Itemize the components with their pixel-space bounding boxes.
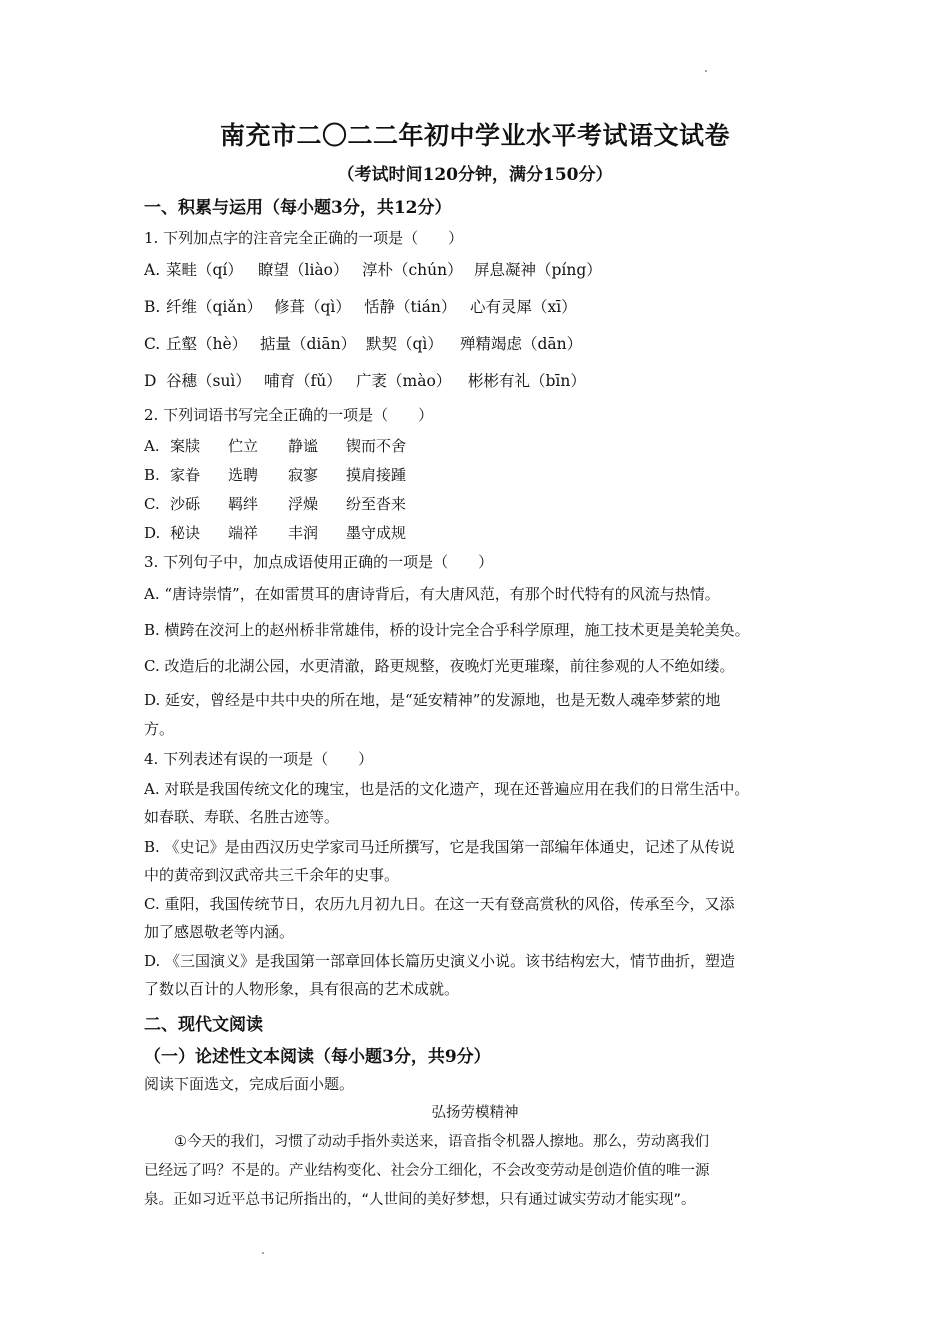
option-item: 寂寥 <box>288 466 319 484</box>
option-label: A. <box>144 261 161 279</box>
article-paragraph-line: 泉。正如习近平总书记所指出的，“人世间的美好梦想，只有通过诚实劳动才能实现”。 <box>144 1192 696 1208</box>
q4-option-b-line2: 中的黄帝到汉武帝共三千余年的史事。 <box>144 866 400 884</box>
q2-option-c <box>144 493 406 514</box>
section-heading-2: 二、现代文阅读 <box>144 1015 263 1035</box>
q3-option-a: A. “唐诗崇情”，在如雷贯耳的唐诗背后，有大唐风范，有那个时代特有的风流与热情。 <box>144 585 720 603</box>
exam-subtitle: （考试时间120分钟，满分150分） <box>337 165 613 185</box>
option-item: 掂量（diān） <box>260 335 357 353</box>
question-3-stem: 3. 下列句子中，加点成语使用正确的一项是（ ） <box>144 553 494 571</box>
q1-option-d <box>144 369 586 391</box>
option-item: 哺育（fǔ） <box>264 372 342 390</box>
option-item: 家眷 <box>170 466 201 484</box>
option-item: 纷至沓来 <box>346 495 407 513</box>
q2-option-d <box>144 522 406 543</box>
question-2-stem: 2. 下列词语书写完全正确的一项是（ ） <box>144 406 434 424</box>
option-item: 端祥 <box>228 524 259 542</box>
question-1-stem: 1. 下列加点字的注音完全正确的一项是（ ） <box>144 229 464 247</box>
option-item: 摸肩接踵 <box>346 466 407 484</box>
option-item: 伫立 <box>228 437 259 455</box>
option-item: 修葺（qì） <box>274 298 351 316</box>
article-paragraph-line: 已经远了吗？不是的。产业结构变化、社会分工细化，不会改变劳动是创造价值的唯一源 <box>144 1163 710 1179</box>
q4-option-a-line1: A. 对联是我国传统文化的瑰宝，也是活的文化遗产，现在还普遍应用在我们的日常生活中。 <box>144 780 750 798</box>
option-item: 心有灵犀（xī） <box>470 298 577 316</box>
option-item: 羁绊 <box>228 495 259 513</box>
q4-option-d-line2: 了数以百计的人物形象，具有很高的艺术成就。 <box>144 980 460 998</box>
q4-option-c-line2: 加了感恩敬老等内涵。 <box>144 923 295 941</box>
q1-option-a <box>144 258 602 280</box>
option-item: 彬彬有礼（bīn） <box>468 372 586 390</box>
option-item: 墨守成规 <box>346 524 407 542</box>
option-item: 菜畦（qí） <box>166 261 243 279</box>
q3-option-c: C. 改造后的北湖公园，水更清澈，路更规整，夜晚灯光更璀璨，前往参观的人不绝如缕。 <box>144 657 735 675</box>
option-item: 静谧 <box>288 437 319 455</box>
q2-option-b <box>144 464 406 485</box>
question-4-stem: 4. 下列表述有误的一项是（ ） <box>144 750 374 768</box>
option-label: A. <box>144 437 160 455</box>
article-title: 弘扬劳模精神 <box>431 1105 519 1121</box>
option-item: 丰润 <box>288 524 319 542</box>
option-item: 案牍 <box>170 437 201 455</box>
option-label: D. <box>144 524 161 542</box>
q4-option-a-line2: 如春联、寿联、名胜古迹等。 <box>144 808 340 826</box>
reading-instructions: 阅读下面选文，完成后面小题。 <box>144 1075 355 1093</box>
q1-option-c <box>144 332 582 354</box>
option-item: 殚精竭虑（dān） <box>460 335 583 353</box>
option-item: 锲而不舍 <box>346 437 407 455</box>
option-item: 丘壑（hè） <box>166 335 248 353</box>
q2-option-a <box>144 435 406 456</box>
section-heading-1: 一、积累与运用（每小题3分，共12分） <box>144 198 452 218</box>
q1-option-b <box>144 295 577 317</box>
q3-option-b: B. 横跨在洨河上的赵州桥非常雄伟，桥的设计完全合乎科学原理，施工技术更是美轮美奂。 <box>144 621 750 639</box>
option-item: 瞭望（liào） <box>258 261 349 279</box>
option-item: 广袤（mào） <box>356 372 452 390</box>
option-item: 浮燥 <box>288 495 319 513</box>
page-title: 南充市二〇二二年初中学业水平考试语文试卷 <box>219 121 730 150</box>
option-item: 谷穗（suì） <box>166 372 251 390</box>
q4-option-c-line1: C. 重阳，我国传统节日，农历九月初九日。在这一天有登高赏秋的风俗，传承至今，又添 <box>144 895 735 913</box>
option-label: C. <box>144 495 160 513</box>
option-label: D <box>144 372 157 390</box>
scan-speck <box>705 70 707 72</box>
option-label: B. <box>144 466 160 484</box>
option-label: B. <box>144 298 161 316</box>
q4-option-d-line1: D. 《三国演义》是我国第一部章回体长篇历史演义小说。该书结构宏大，情节曲折，塑造 <box>144 952 736 970</box>
option-label: C. <box>144 335 161 353</box>
option-item: 淳朴（chún） <box>362 261 463 279</box>
q3-option-d-line2: 方。 <box>144 720 175 738</box>
scan-speck <box>262 1252 264 1254</box>
article-paragraph-line: ①今天的我们，习惯了动动手指外卖送来，语音指令机器人擦地。那么，劳动离我们 <box>174 1134 709 1150</box>
subsection-heading: （一）论述性文本阅读（每小题3分，共9分） <box>144 1047 491 1067</box>
q3-option-d-line1: D. 延安，曾经是中共中央的所在地，是“延安精神”的发源地，也是无数人魂牵梦萦的地 <box>144 691 721 709</box>
option-item: 屏息凝神（píng） <box>474 261 602 279</box>
q4-option-b-line1: B. 《史记》是由西汉历史学家司马迁所撰写，它是我国第一部编年体通史，记述了从传说 <box>144 838 735 856</box>
option-item: 纤维（qiǎn） <box>166 298 263 316</box>
option-item: 秘诀 <box>170 524 201 542</box>
option-item: 默契（qì） <box>366 335 443 353</box>
option-item: 恬静（tián） <box>364 298 457 316</box>
option-item: 选聘 <box>228 466 259 484</box>
option-item: 沙砾 <box>170 495 201 513</box>
